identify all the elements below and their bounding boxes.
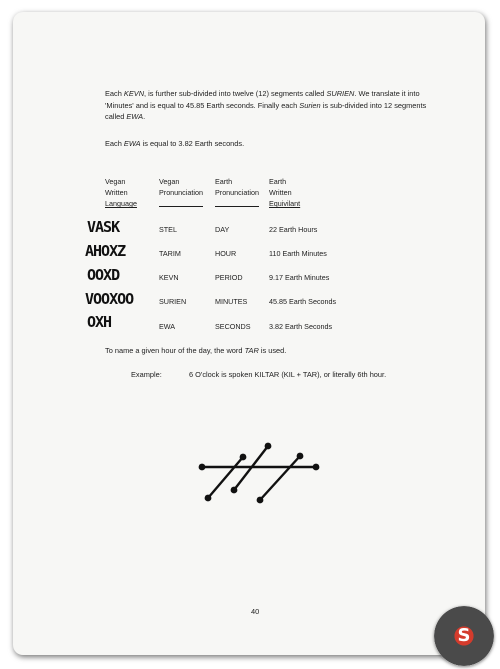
paragraph-ewa	[105, 138, 445, 150]
body-text: To name a given hour of the day, the word	[105, 346, 245, 355]
cell-written: 45.85 Earth Seconds	[269, 297, 337, 306]
header-line: Written	[105, 188, 128, 198]
header-earth-pronunciation	[215, 176, 259, 211]
emphasis-text: EWA	[126, 112, 144, 121]
tar-note	[105, 346, 286, 355]
cell-written: 22 Earth Hours	[269, 225, 318, 234]
body-text: Each	[105, 139, 124, 148]
example-text: 6 O'clock is spoken KILTAR (KIL + TAR), or literally 6th hour.	[189, 370, 387, 379]
body-text: is sub-divided into 12 segments called	[105, 100, 427, 121]
header-earth-written-equivalent	[269, 176, 300, 210]
vegan-glyph-tarim: AHOXZ	[85, 242, 126, 260]
cell-vegan: STEL	[159, 225, 177, 234]
header-line: Language	[105, 199, 137, 209]
emphasis-text: SURIEN	[326, 89, 355, 98]
emphasis-text: TAR	[244, 346, 259, 355]
cell-earth: PERIOD	[215, 273, 243, 282]
header-underline	[215, 198, 259, 207]
header-line: Pronunciation	[215, 188, 259, 198]
vegan-glyph-kevn: OOXD	[87, 266, 120, 284]
vegan-glyph-surien: VOOXOO	[85, 290, 134, 308]
emphasis-text: KEVN	[123, 89, 145, 98]
cell-written: 3.82 Earth Seconds	[269, 322, 333, 331]
cell-earth: DAY	[215, 225, 230, 234]
vegan-glyph-ewa: OXH	[87, 313, 112, 331]
cell-earth: MINUTES	[215, 297, 248, 306]
header-line: Vegan	[105, 177, 126, 186]
cell-earth: HOUR	[215, 249, 237, 258]
watermark-logo-icon	[434, 606, 494, 666]
document-page	[13, 12, 485, 655]
emphasis-text: Surien	[299, 100, 321, 110]
cell-written: 9.17 Earth Minutes	[269, 273, 330, 282]
header-vegan-written-language	[105, 176, 137, 210]
header-underline	[159, 198, 203, 207]
vegan-hour-symbol-icon	[196, 430, 326, 510]
body-text: is used.	[258, 346, 287, 355]
vegan-glyph-stel: VASK	[87, 218, 120, 236]
header-vegan-pronunciation	[159, 176, 203, 211]
cell-vegan: TARIM	[159, 249, 181, 258]
body-text: .	[143, 112, 146, 121]
header-line: Earth	[215, 177, 233, 186]
header-line: Earth	[269, 177, 287, 186]
example-label: Example:	[131, 370, 162, 379]
body-text: is equal to 3.82 Earth seconds.	[140, 139, 245, 148]
cell-vegan: KEVN	[159, 273, 179, 282]
body-text: Each	[105, 89, 124, 98]
header-line: Pronunciation	[159, 188, 203, 198]
cell-vegan: EWA	[159, 322, 176, 331]
page-number: 40	[251, 607, 260, 616]
cell-vegan: SURIEN	[159, 297, 187, 306]
body-text: , is further sub-divided into twelve (12) segments called	[144, 89, 327, 98]
header-line: Vegan	[159, 177, 180, 186]
header-line: Written	[269, 188, 292, 198]
emphasis-text: EWA	[123, 139, 141, 148]
cell-earth: SECONDS	[215, 322, 251, 331]
body-text: . We translate it into 'Minutes' and is equal to 45.85 Earth seconds. Finally each	[105, 89, 420, 110]
cell-written: 110 Earth Minutes	[269, 249, 327, 258]
paragraph-surien	[105, 88, 445, 123]
watermark-letter: S	[457, 625, 471, 646]
header-line: Equivilant	[269, 199, 301, 209]
